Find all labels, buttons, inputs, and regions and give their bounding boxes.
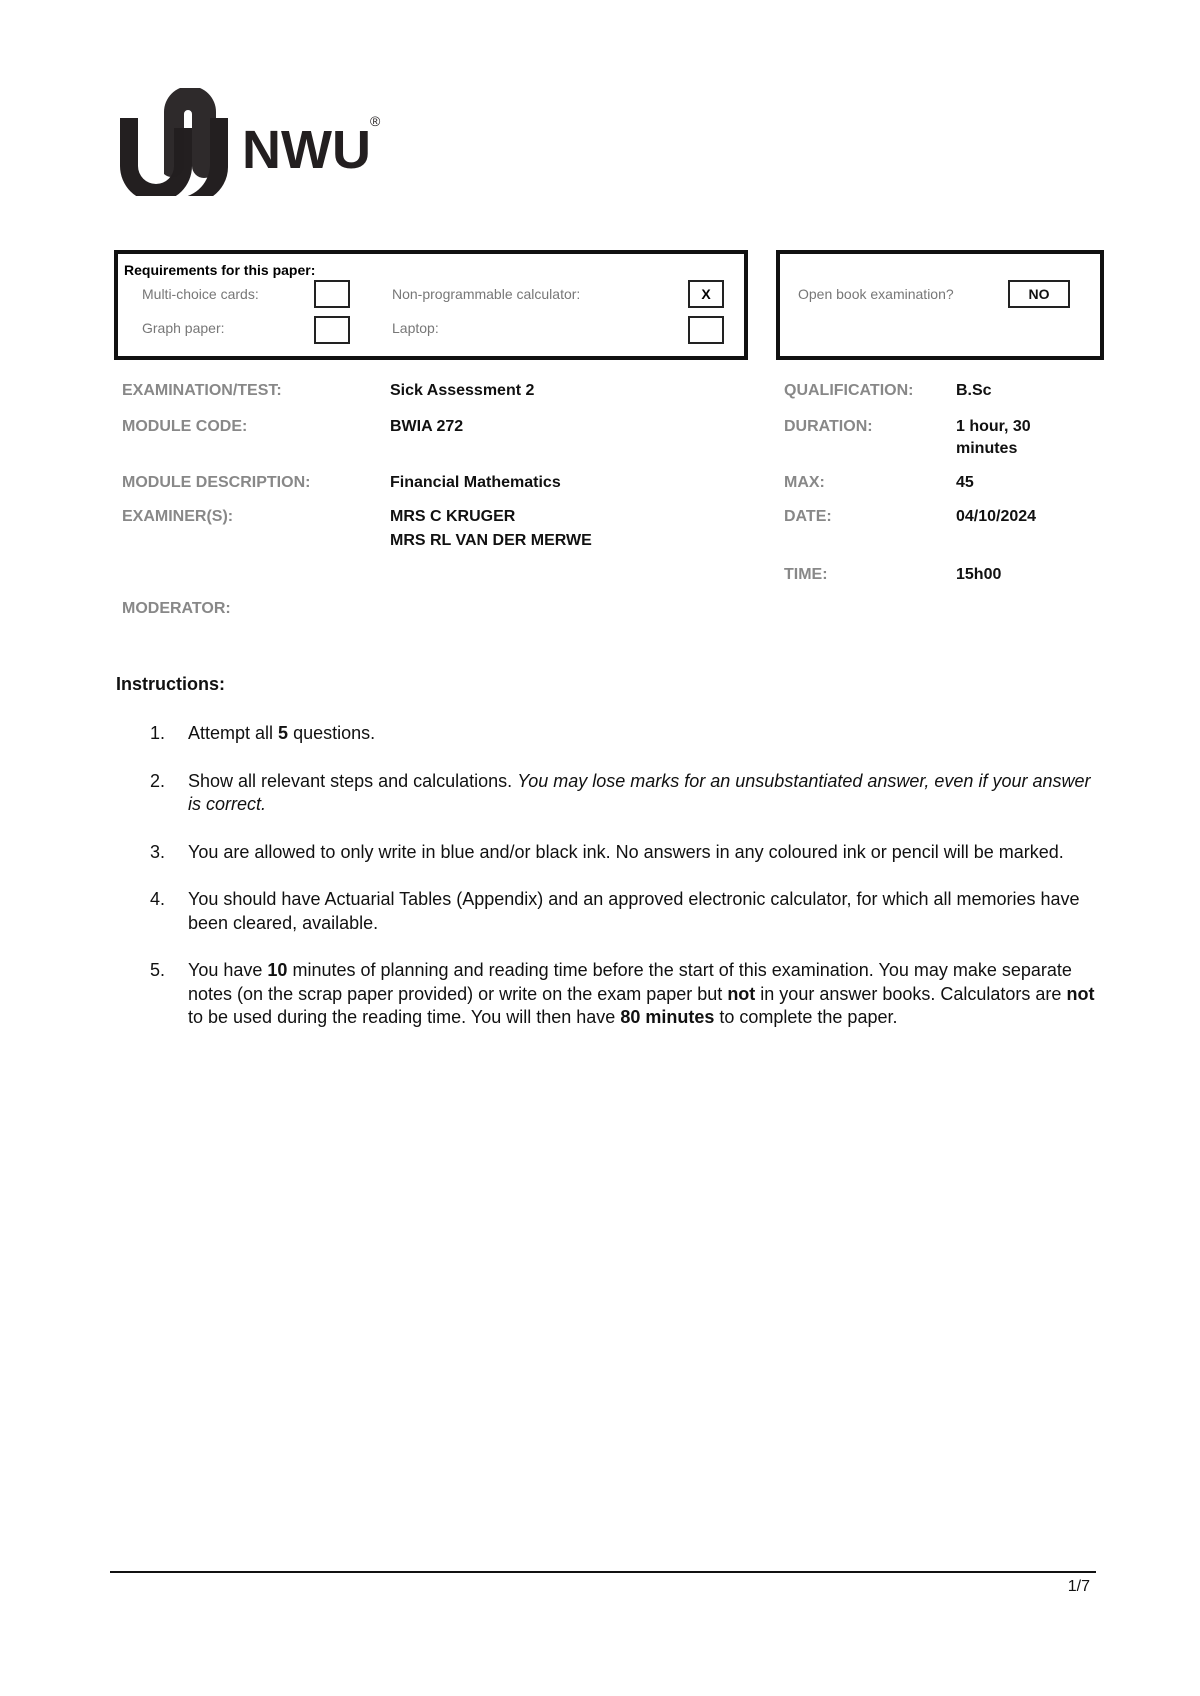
instruction-number: 4. xyxy=(150,889,166,909)
footer-rule xyxy=(110,1571,1096,1573)
instruction-text: You have 10 minutes of planning and reading time before the start of this examination. You may make separate notes (on the scrap paper provided) or write on the exam paper but not in your answer books. Calculators are not to be used during the reading time. You will then have 80 minutes to complete the paper. xyxy=(188,960,1095,1027)
instruction-text: You should have Actuarial Tables (Appendix) and an approved electronic calculator, for which all memories have been cleared, available. xyxy=(188,889,1080,933)
qualification-label: QUALIFICATION: xyxy=(784,382,914,399)
instruction-number: 5. xyxy=(150,960,166,980)
duration-label: DURATION: xyxy=(784,418,873,435)
module-code-value: BWIA 272 xyxy=(390,418,464,435)
instruction-text: You are allowed to only write in blue and/or black ink. No answers in any coloured ink or pencil will be marked. xyxy=(188,841,1064,862)
instruction-number: 3. xyxy=(150,841,166,862)
duration-value-line1: 1 hour, 30 xyxy=(956,418,1031,435)
open-book-box xyxy=(776,250,1104,360)
laptop-label: Laptop: xyxy=(392,320,439,336)
time-label: TIME: xyxy=(784,566,828,583)
requirements-box xyxy=(114,250,748,360)
instructions-title: Instructions: xyxy=(116,674,226,694)
nwu-logo xyxy=(118,88,394,196)
instruction-number: 2. xyxy=(150,770,166,791)
instruction-item xyxy=(150,722,1096,746)
date-value: 04/10/2024 xyxy=(956,508,1037,525)
examiners-label: EXAMINER(S): xyxy=(122,508,234,525)
open-book-value: NO xyxy=(1008,280,1070,308)
laptop-checkbox[interactable] xyxy=(688,316,724,344)
date-label: DATE: xyxy=(784,508,832,525)
instruction-text: Show all relevant steps and calculations. You may lose marks for an unsubstantiated answer, even if your answer is correct. xyxy=(188,770,1091,814)
examiner-1: MRS C KRUGER xyxy=(390,508,516,525)
instruction-item xyxy=(150,888,1096,935)
time-value: 15h00 xyxy=(956,566,1002,583)
examiner-2: MRS RL VAN DER MERWE xyxy=(390,532,592,549)
module-code-label: MODULE CODE: xyxy=(122,418,248,435)
requirements-title: Requirements for this paper: xyxy=(124,262,316,278)
instruction-item xyxy=(150,770,1096,817)
calculator-checkbox[interactable]: X xyxy=(688,280,724,308)
moderator-label: MODERATOR: xyxy=(122,600,231,617)
svg-text:®: ® xyxy=(370,113,381,129)
instruction-text: Attempt all 5 questions. xyxy=(188,723,376,743)
multi-choice-checkbox[interactable] xyxy=(314,280,350,308)
svg-text:NWU: NWU xyxy=(242,120,371,180)
calculator-label: Non-programmable calculator: xyxy=(392,286,581,302)
module-desc-value: Financial Mathematics xyxy=(390,474,561,491)
qualification-value: B.Sc xyxy=(956,382,992,399)
max-value: 45 xyxy=(956,474,974,491)
open-book-label: Open book examination? xyxy=(798,286,954,302)
multi-choice-label: Multi-choice cards: xyxy=(142,286,259,302)
module-desc-label: MODULE DESCRIPTION: xyxy=(122,474,311,491)
exam-label: EXAMINATION/TEST: xyxy=(122,382,282,399)
instruction-item xyxy=(150,841,1096,865)
exam-value: Sick Assessment 2 xyxy=(390,382,535,399)
instruction-number: 1. xyxy=(150,723,166,743)
graph-paper-checkbox[interactable] xyxy=(314,316,350,344)
duration-value-line2: minutes xyxy=(956,440,1018,457)
instruction-item xyxy=(150,959,1096,1030)
max-label: MAX: xyxy=(784,474,825,491)
instructions-list xyxy=(150,722,1096,1054)
graph-paper-label: Graph paper: xyxy=(142,320,225,336)
page-number: 1/7 xyxy=(1067,1578,1090,1595)
